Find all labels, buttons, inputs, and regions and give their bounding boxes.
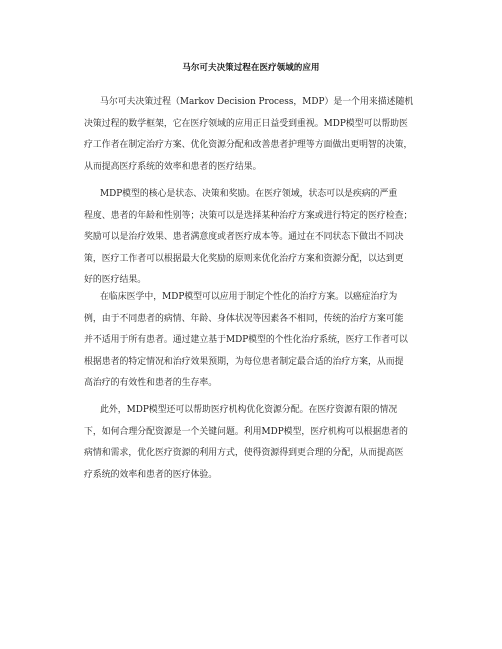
paragraph-line: 程度、患者的年龄和性别等；决策可以是选择某种治疗方案或进行特定的医疗检查； [84,210,413,221]
paragraph-line: 好的医疗结果。 [84,275,147,286]
paragraph-line: 在临床医学中，MDP模型可以应用于制定个性化的治疗方案。以癌症治疗为 [100,292,398,302]
paragraph-line: 高治疗的有效性和患者的生存率。 [84,378,218,389]
document-title: 马尔可夫决策过程在医疗领域的应用 [182,62,320,72]
paragraph-line: 从而提高医疗系统的效率和患者的医疗结果。 [84,161,262,172]
paragraph-line: MDP模型的核心是状态、决策和奖励。在医疗领域，状态可以是疾病的严重 [100,189,398,199]
paragraph-line: 策，医疗工作者可以根据最大化奖励的原则来优化治疗方案和资源分配，以达到更 [84,253,404,264]
paragraph-line: 病情和需求，优化医疗资源的利用方式，使得资源得到更合理的分配，从而提高医 [84,448,404,459]
paragraph-line: 奖励可以是治疗效果、患者满意度或者医疗成本等。通过在不同状态下做出不同决 [84,232,404,243]
paragraph-line: 疗系统的效率和患者的医疗体验。 [84,469,218,480]
paragraph-4 [84,400,420,486]
paragraph-2 [84,184,420,292]
paragraph-3 [84,287,420,395]
paragraph-line: 根据患者的特定情况和治疗效果预期，为每位患者制定最合适的治疗方案，从而提 [84,356,404,367]
paragraph-line: 疗工作者在制定治疗方案、优化资源分配和改善患者护理等方面做出更明智的决策， [84,140,413,151]
paragraph-1 [84,92,420,178]
paragraph-line: 此外，MDP模型还可以帮助医疗机构优化资源分配。在医疗资源有限的情况 [100,405,398,415]
paragraph-line: 下，如何合理分配资源是一个关键问题。利用MDP模型，医疗机构可以根据患者的 [84,426,408,437]
paragraph-line: 并不适用于所有患者。通过建立基于MDP模型的个性化治疗系统，医疗工作者可以 [84,335,408,346]
paragraph-line: 例，由于不同患者的病情、年龄、身体状况等因素各不相同，传统的治疗方案可能 [84,313,404,324]
paragraph-line: 马尔可夫决策过程（Markov Decision Process，MDP）是一个用来描述随机 [100,97,414,107]
paragraph-line: 决策过程的数学框架，它在医疗领域的应用正日益受到重视。MDP模型可以帮助医 [84,118,408,129]
